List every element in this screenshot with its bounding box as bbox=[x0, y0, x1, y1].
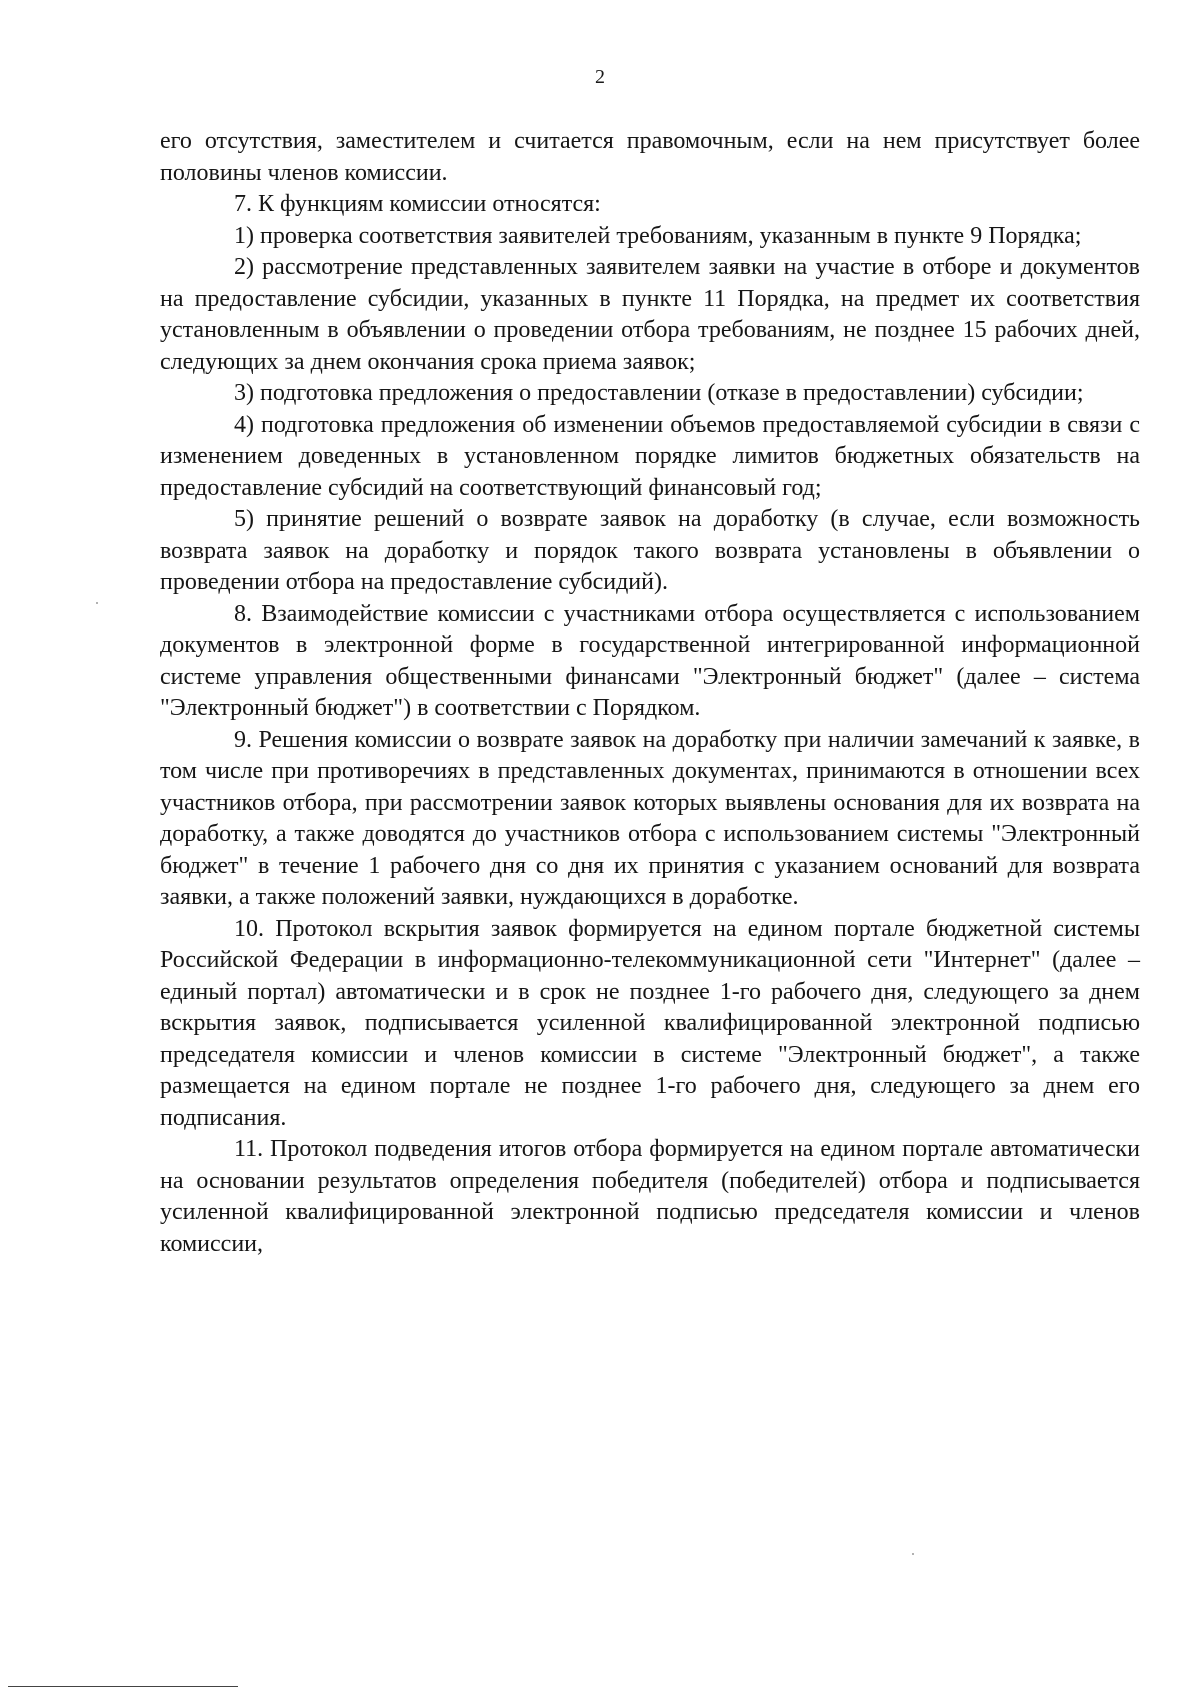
page-number: 2 bbox=[595, 66, 605, 88]
footer-rule bbox=[8, 1686, 238, 1687]
paragraph-subitem-4: 4) подготовка предложения об изменении объемов предоставляемой субсидии в связи с изменением доведенных в установленном порядке лимитов бюджетных обязательств на предоставление субсидий на соответствующий финансовый год; bbox=[160, 411, 1140, 501]
paragraph-subitem-2: 2) рассмотрение представленных заявителем заявки на участие в отборе и документов на предоставление субсидии, указанных в пункте 11 Порядка, на предмет их соответствия установленным в объявлении о проведении отбора требованиям, не позднее 15 рабочих дней, следующих за днем окончания срока приема заявок; bbox=[160, 254, 1140, 375]
scan-speck bbox=[912, 1553, 914, 1555]
scan-speck bbox=[96, 602, 98, 604]
document-body bbox=[160, 126, 1140, 1260]
paragraph-item-9: 9. Решения комиссии о возврате заявок на доработку при наличии замечаний к заявке, в том числе при противоречиях в представленных документах, принимаются в отношении всех участников отбора, при рассмотрении заявок которых выявлены основания для их возврата на доработку, а также доводятся до участников отбора с использованием системы "Электронный бюджет" в течение 1 рабочего дня со дня их принятия с указанием оснований для возврата заявки, а также положений заявки, нуждающихся в доработке. bbox=[160, 726, 1140, 910]
paragraph-subitem-1: 1) проверка соответствия заявителей требованиям, указанным в пункте 9 Порядка; bbox=[234, 222, 1082, 249]
paragraph-continuation: его отсутствия, заместителем и считается правомочным, если на нем присутствует более половины членов комиссии. bbox=[160, 128, 1140, 186]
paragraph-item-11: 11. Протокол подведения итогов отбора формируется на едином портале автоматически на основании результатов определения победителя (победителей) отбора и подписывается усиленной квалифицированной электронной подписью председателя комиссии и членов комиссии, bbox=[160, 1136, 1140, 1257]
paragraph-item-7: 7. К функциям комиссии относятся: bbox=[234, 191, 601, 217]
paragraph-subitem-3: 3) подготовка предложения о предоставлении (отказе в предоставлении) субсидии; bbox=[234, 380, 1084, 406]
paragraph-subitem-5: 5) принятие решений о возврате заявок на доработку (в случае, если возможность возврата заявок на доработку и порядок такого возврата установлены в объявлении о проведении отбора на предоставление субсидий). bbox=[160, 506, 1140, 595]
paragraph-item-10: 10. Протокол вскрытия заявок формируется на едином портале бюджетной системы Российской Федерации в информационно-телекоммуникационной сети "Интернет" (далее – единый портал) автоматически и в срок не позднее 1-го рабочего дня, следующего за днем вскрытия заявок, подписывается усиленной квалифицированной электронной подписью председателя комиссии и членов комиссии в системе "Электронный бюджет", а также размещается на едином портале не позднее 1-го рабочего дня, следующего за днем его подписания. bbox=[160, 915, 1140, 1131]
paragraph-item-8: 8. Взаимодействие комиссии с участниками отбора осуществляется с использованием документов в электронной форме в государственной интегрированной информационной системе управления общественными финансами "Электронный бюджет" (далее – система "Электронный бюджет") в соответствии с Порядком. bbox=[160, 600, 1140, 721]
